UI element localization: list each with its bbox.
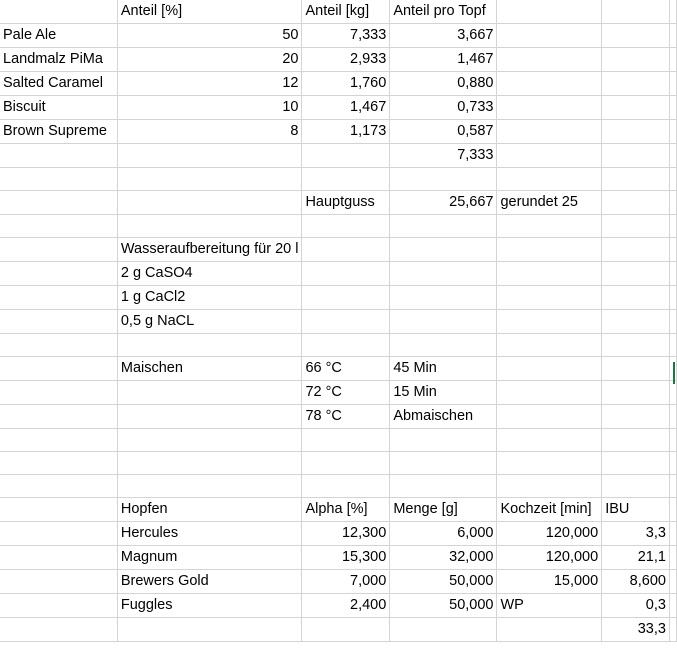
cell[interactable]	[669, 522, 676, 546]
hops-header-ibu[interactable]: IBU	[602, 498, 670, 522]
cell[interactable]	[0, 475, 117, 498]
mash-temp[interactable]: 66 °C	[302, 357, 390, 381]
total-ibu[interactable]: 33,3	[602, 618, 670, 642]
cell[interactable]	[117, 475, 302, 498]
cell[interactable]	[390, 429, 497, 452]
water-title[interactable]: Wasseraufbereitung für 20 l	[117, 238, 302, 262]
cell[interactable]	[669, 429, 676, 452]
hop-menge[interactable]: 50,000	[390, 594, 497, 618]
hop-menge[interactable]: 32,000	[390, 546, 497, 570]
water-item[interactable]: 2 g CaSO4	[117, 262, 302, 286]
cell[interactable]	[669, 405, 676, 429]
cell[interactable]	[0, 618, 117, 642]
cell[interactable]	[602, 0, 670, 24]
empty-row	[0, 475, 677, 498]
cell[interactable]	[602, 24, 670, 48]
malt-topf[interactable]: 0,587	[390, 120, 497, 144]
mash-temp[interactable]: 78 °C	[302, 405, 390, 429]
hop-menge[interactable]: 50,000	[390, 570, 497, 594]
cell[interactable]	[497, 286, 602, 310]
malt-row	[0, 120, 677, 144]
cell[interactable]	[0, 286, 117, 310]
malt-pct[interactable]: 10	[117, 96, 302, 120]
cell[interactable]	[390, 618, 497, 642]
cell[interactable]	[390, 215, 497, 238]
mash-time[interactable]: Abmaischen	[390, 405, 497, 429]
cell[interactable]	[669, 120, 676, 144]
cell[interactable]	[390, 238, 497, 262]
header-anteil-pct[interactable]: Anteil [%]	[117, 0, 302, 24]
cell[interactable]	[0, 334, 117, 357]
malt-row	[0, 96, 677, 120]
cell[interactable]	[669, 96, 676, 120]
cell[interactable]	[669, 452, 676, 475]
empty-row	[0, 168, 677, 191]
cell[interactable]	[302, 286, 390, 310]
hop-kochzeit[interactable]: 120,000	[497, 546, 602, 570]
malt-pct[interactable]: 20	[117, 48, 302, 72]
malt-topf[interactable]: 0,733	[390, 96, 497, 120]
cell[interactable]	[669, 72, 676, 96]
cell[interactable]	[669, 498, 676, 522]
cell[interactable]	[302, 452, 390, 475]
hauptguss-value[interactable]: 25,667	[390, 191, 497, 215]
malt-name[interactable]: Salted Caramel	[0, 72, 117, 96]
cell[interactable]	[669, 0, 676, 24]
hauptguss-row	[0, 191, 677, 215]
hops-header-alpha[interactable]: Alpha [%]	[302, 498, 390, 522]
cell[interactable]	[302, 144, 390, 168]
cell[interactable]	[497, 381, 602, 405]
hop-ibu[interactable]: 21,1	[602, 546, 670, 570]
cell[interactable]	[0, 452, 117, 475]
malt-pct[interactable]: 8	[117, 120, 302, 144]
malt-kg[interactable]: 1,760	[302, 72, 390, 96]
cell[interactable]	[602, 475, 670, 498]
cell[interactable]	[497, 334, 602, 357]
cell[interactable]	[390, 475, 497, 498]
cell[interactable]	[602, 168, 670, 191]
hops-header-menge[interactable]: Menge [g]	[390, 498, 497, 522]
ibu-total-row	[0, 618, 677, 642]
cell[interactable]	[669, 594, 676, 618]
mash-row	[0, 381, 677, 405]
hauptguss-label[interactable]: Hauptguss	[302, 191, 390, 215]
hop-row	[0, 546, 677, 570]
cell[interactable]	[390, 334, 497, 357]
hops-header-row	[0, 498, 677, 522]
hop-kochzeit[interactable]: 15,000	[497, 570, 602, 594]
cell[interactable]	[117, 144, 302, 168]
empty-row	[0, 429, 677, 452]
malt-row	[0, 48, 677, 72]
cell[interactable]	[497, 215, 602, 238]
water-title-row	[0, 238, 677, 262]
cell[interactable]	[602, 144, 670, 168]
cell[interactable]	[602, 238, 670, 262]
cell[interactable]	[117, 215, 302, 238]
cell[interactable]	[497, 357, 602, 381]
cell[interactable]	[497, 0, 602, 24]
hop-alpha[interactable]: 15,300	[302, 546, 390, 570]
cell[interactable]	[0, 357, 117, 381]
hop-ibu[interactable]: 8,600	[602, 570, 670, 594]
cell[interactable]	[117, 429, 302, 452]
water-item[interactable]: 1 g CaCl2	[117, 286, 302, 310]
cell[interactable]	[117, 191, 302, 215]
cell[interactable]	[0, 215, 117, 238]
cell[interactable]	[0, 191, 117, 215]
cell[interactable]	[669, 546, 676, 570]
cell[interactable]	[497, 475, 602, 498]
cell[interactable]	[117, 168, 302, 191]
cell[interactable]	[669, 475, 676, 498]
malt-row	[0, 24, 677, 48]
mash-temp[interactable]: 72 °C	[302, 381, 390, 405]
cell[interactable]	[302, 215, 390, 238]
hop-menge[interactable]: 6,000	[390, 522, 497, 546]
cell[interactable]	[0, 546, 117, 570]
malt-kg[interactable]: 2,933	[302, 48, 390, 72]
mash-time[interactable]: 15 Min	[390, 381, 497, 405]
cell[interactable]	[602, 357, 670, 381]
hop-ibu[interactable]: 3,3	[602, 522, 670, 546]
hop-ibu[interactable]: 0,3	[602, 594, 670, 618]
hop-row	[0, 522, 677, 546]
hop-row	[0, 594, 677, 618]
cell[interactable]	[669, 381, 676, 405]
cell[interactable]	[669, 262, 676, 286]
hop-alpha[interactable]: 2,400	[302, 594, 390, 618]
cell[interactable]	[669, 24, 676, 48]
cell[interactable]	[602, 72, 670, 96]
cell[interactable]	[302, 475, 390, 498]
water-item-row	[0, 262, 677, 286]
cell[interactable]	[602, 452, 670, 475]
cell[interactable]	[497, 72, 602, 96]
cell[interactable]	[390, 286, 497, 310]
mash-label[interactable]: Maischen	[117, 357, 302, 381]
cell[interactable]	[497, 48, 602, 72]
empty-row	[0, 215, 677, 238]
cell[interactable]	[497, 24, 602, 48]
cell[interactable]	[0, 594, 117, 618]
cell[interactable]	[497, 144, 602, 168]
malt-name[interactable]: Brown Supreme	[0, 120, 117, 144]
malt-kg[interactable]: 7,333	[302, 24, 390, 48]
cell[interactable]	[302, 262, 390, 286]
cell[interactable]	[497, 120, 602, 144]
cell[interactable]	[390, 452, 497, 475]
cell[interactable]	[669, 144, 676, 168]
cell[interactable]	[497, 96, 602, 120]
total-row	[0, 144, 677, 168]
cell[interactable]	[302, 310, 390, 334]
cell[interactable]	[0, 0, 117, 24]
malt-name[interactable]: Biscuit	[0, 96, 117, 120]
malt-row	[0, 72, 677, 96]
water-item-row	[0, 310, 677, 334]
cell[interactable]	[497, 168, 602, 191]
cell[interactable]	[302, 168, 390, 191]
hop-name[interactable]: Hercules	[117, 522, 302, 546]
cell[interactable]	[602, 286, 670, 310]
malt-pct[interactable]: 12	[117, 72, 302, 96]
header-anteil-topf[interactable]: Anteil pro Topf	[390, 0, 497, 24]
malt-topf[interactable]: 3,667	[390, 24, 497, 48]
row-header	[0, 0, 677, 24]
cell[interactable]	[302, 429, 390, 452]
empty-row	[0, 334, 677, 357]
hop-alpha[interactable]: 12,300	[302, 522, 390, 546]
malt-name[interactable]: Landmalz PiMa	[0, 48, 117, 72]
cell[interactable]	[602, 310, 670, 334]
cell[interactable]	[602, 381, 670, 405]
cell[interactable]	[0, 168, 117, 191]
hop-name[interactable]: Magnum	[117, 546, 302, 570]
cell[interactable]	[602, 48, 670, 72]
cell[interactable]	[0, 498, 117, 522]
cell[interactable]	[302, 618, 390, 642]
hop-row	[0, 570, 677, 594]
cell[interactable]	[117, 452, 302, 475]
cell[interactable]	[302, 334, 390, 357]
cell[interactable]	[602, 405, 670, 429]
water-item[interactable]: 0,5 g NaCL	[117, 310, 302, 334]
hops-header-name[interactable]: Hopfen	[117, 498, 302, 522]
cell[interactable]	[669, 310, 676, 334]
cell[interactable]	[0, 310, 117, 334]
malt-kg[interactable]: 1,467	[302, 96, 390, 120]
cell[interactable]	[497, 310, 602, 334]
cell[interactable]	[0, 238, 117, 262]
cell[interactable]	[390, 168, 497, 191]
cell[interactable]	[0, 570, 117, 594]
cell[interactable]	[0, 522, 117, 546]
cell[interactable]	[390, 310, 497, 334]
hop-name[interactable]: Brewers Gold	[117, 570, 302, 594]
cell[interactable]	[669, 215, 676, 238]
hop-name[interactable]: Fuggles	[117, 594, 302, 618]
cell[interactable]	[669, 286, 676, 310]
cell[interactable]	[602, 262, 670, 286]
header-anteil-kg[interactable]: Anteil [kg]	[302, 0, 390, 24]
cell[interactable]	[117, 618, 302, 642]
hop-alpha[interactable]: 7,000	[302, 570, 390, 594]
mash-row	[0, 357, 677, 381]
mash-time[interactable]: 45 Min	[390, 357, 497, 381]
water-item-row	[0, 286, 677, 310]
hauptguss-note[interactable]: gerundet 25	[497, 191, 602, 215]
malt-topf[interactable]: 0,880	[390, 72, 497, 96]
cell[interactable]	[0, 405, 117, 429]
malt-name[interactable]: Pale Ale	[0, 24, 117, 48]
cell[interactable]	[602, 120, 670, 144]
mash-row	[0, 405, 677, 429]
hops-header-kochzeit[interactable]: Kochzeit [min]	[497, 498, 602, 522]
cell[interactable]	[117, 405, 302, 429]
cell[interactable]	[669, 48, 676, 72]
cell[interactable]	[602, 215, 670, 238]
cell[interactable]	[602, 334, 670, 357]
malt-pct[interactable]: 50	[117, 24, 302, 48]
cell[interactable]	[497, 618, 602, 642]
cell[interactable]	[602, 191, 670, 215]
cell[interactable]	[0, 262, 117, 286]
cell[interactable]	[497, 452, 602, 475]
cell[interactable]	[669, 191, 676, 215]
cell[interactable]	[0, 144, 117, 168]
cell[interactable]	[390, 262, 497, 286]
cell[interactable]	[602, 429, 670, 452]
cell[interactable]	[497, 405, 602, 429]
empty-row	[0, 452, 677, 475]
cell[interactable]	[669, 570, 676, 594]
malt-topf[interactable]: 1,467	[390, 48, 497, 72]
cell[interactable]	[669, 334, 676, 357]
selection-edge	[673, 362, 677, 384]
cell[interactable]	[117, 381, 302, 405]
hop-kochzeit[interactable]: 120,000	[497, 522, 602, 546]
cell[interactable]	[117, 334, 302, 357]
cell[interactable]	[302, 238, 390, 262]
cell[interactable]	[669, 618, 676, 642]
cell[interactable]	[669, 168, 676, 191]
hop-kochzeit[interactable]: WP	[497, 594, 602, 618]
cell[interactable]	[497, 429, 602, 452]
cell[interactable]	[669, 238, 676, 262]
cell[interactable]	[497, 238, 602, 262]
cell[interactable]	[0, 381, 117, 405]
cell[interactable]	[0, 429, 117, 452]
malt-kg[interactable]: 1,173	[302, 120, 390, 144]
total-topf[interactable]: 7,333	[390, 144, 497, 168]
cell[interactable]	[602, 96, 670, 120]
cell[interactable]	[497, 262, 602, 286]
